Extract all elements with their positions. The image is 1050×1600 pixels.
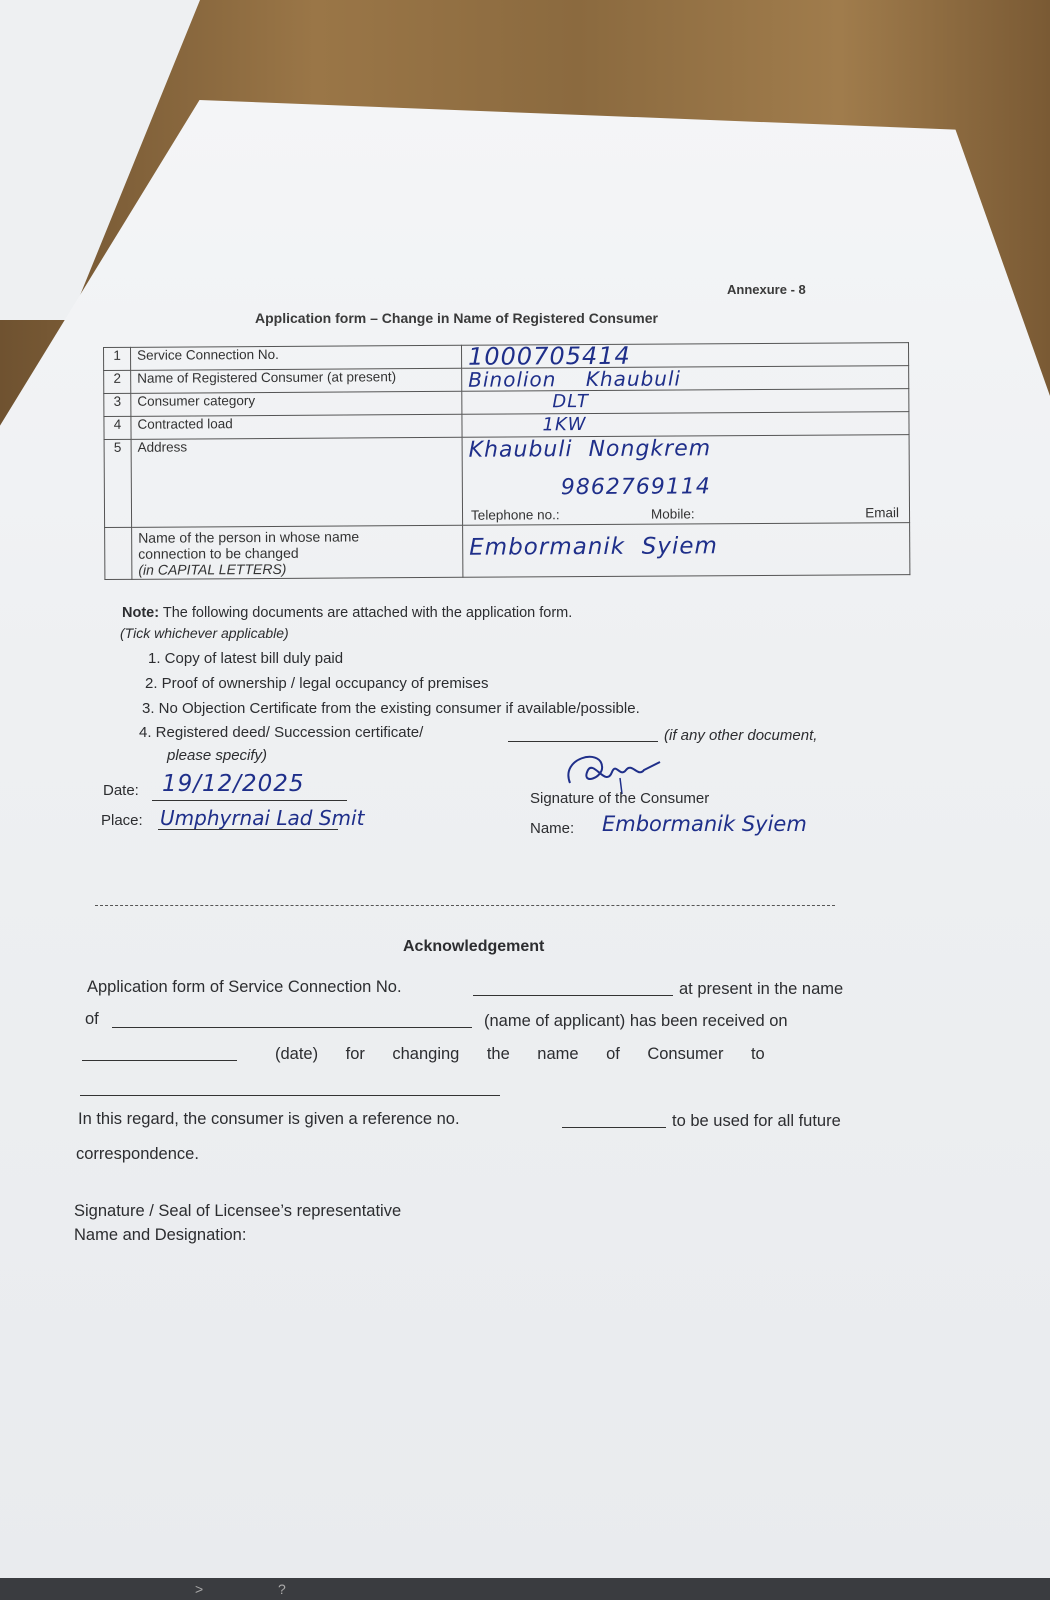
note-line [122, 605, 572, 621]
ack-line: at present in the name [679, 980, 844, 998]
document-item: 2. Proof of ownership / legal occupancy of premises [145, 675, 489, 692]
form-title: Application form – Change in Name of Registered Consumer [255, 310, 658, 326]
row-label: Contracted load [131, 414, 462, 439]
cut-line [95, 905, 835, 906]
tick-instruction: (Tick whichever applicable) [120, 625, 289, 641]
place-value: Umphyrnai Lad Smit [160, 806, 365, 830]
note-text: The following documents are attached with the application form. [162, 605, 573, 621]
reference-no-blank [562, 1127, 666, 1128]
row-number: 4 [104, 416, 131, 439]
contact-labels [471, 505, 899, 523]
date-blank [152, 800, 347, 801]
table-row [105, 523, 910, 580]
contracted-load-value: 1KW [462, 412, 909, 438]
ack-line: (date) for changing the name of Consumer to [275, 1045, 765, 1063]
row-label: Name of Registered Consumer (at present) [131, 368, 462, 393]
row-number: 5 [104, 439, 132, 527]
row-number [105, 527, 132, 579]
bottom-edge-bar [0, 1578, 1050, 1600]
ack-line: correspondence. [76, 1145, 199, 1163]
row-number: 3 [104, 393, 131, 416]
row-number: 1 [104, 347, 131, 370]
received-date-blank [82, 1060, 237, 1061]
service-connection-value: 1000705414 [461, 343, 908, 369]
row-label: Address [131, 437, 463, 527]
consumer-details-table [103, 342, 910, 580]
phone-value: 9862769114 [560, 474, 711, 501]
new-name-label-line: connection to be changed [138, 544, 299, 562]
new-name-label-line: (in CAPITAL LETTERS) [138, 560, 287, 578]
annexure-label: Annexure - 8 [727, 282, 806, 297]
signature-label: Signature of the Consumer [530, 790, 710, 807]
new-name-label-line: Name of the person in whose name [138, 528, 360, 546]
document-item: 1. Copy of latest bill duly paid [148, 650, 344, 667]
address-value: Khaubuli Nongkrem [468, 436, 712, 463]
note-prefix: Note: [122, 605, 160, 621]
consumer-name-value: Embormanik Syiem [602, 812, 807, 836]
document-item: 4. Registered deed/ Succession certificate/ [139, 724, 424, 741]
licensee-signature-label: Signature / Seal of Licensee’s representative [74, 1202, 402, 1220]
table-row [104, 435, 910, 528]
address-cell [462, 435, 910, 526]
row-label: Service Connection No. [131, 345, 462, 370]
new-name-label [132, 525, 463, 579]
date-label: Date: [103, 782, 139, 799]
mobile-label: Mobile: [650, 506, 695, 522]
ack-line: of [85, 1010, 99, 1028]
acknowledgement-title: Acknowledgement [403, 938, 545, 955]
other-document-note: (if any other document, [664, 727, 818, 744]
ack-line: Application form of Service Connection No. [87, 978, 402, 996]
telephone-label: Telephone no.: [470, 507, 560, 523]
row-number: 2 [104, 370, 131, 393]
email-label: Email [865, 505, 900, 521]
place-label: Place: [101, 812, 143, 829]
registered-consumer-value: Binolion Khaubuli [462, 366, 909, 392]
name-designation-label: Name and Designation: [74, 1226, 247, 1244]
bar-glyph: ? [278, 1581, 286, 1597]
ack-line: In this regard, the consumer is given a reference no. [78, 1110, 460, 1128]
new-consumer-blank [80, 1095, 500, 1096]
other-document-blank [508, 741, 658, 742]
consumer-category-value: DLT [462, 389, 909, 415]
applicant-name-blank [112, 1027, 472, 1028]
row-label: Consumer category [131, 391, 462, 416]
new-name-value: Embormanik Syiem [463, 523, 910, 578]
service-no-blank [473, 995, 673, 996]
ack-line: to be used for all future [672, 1112, 841, 1130]
place-blank [158, 829, 338, 830]
document-item: 3. No Objection Certificate from the existing consumer if available/possible. [142, 700, 640, 717]
ack-line: (name of applicant) has been received on [484, 1012, 788, 1030]
name-label: Name: [530, 820, 575, 837]
date-value: 19/12/2025 [162, 771, 305, 797]
bar-glyph: > [195, 1581, 204, 1597]
please-specify-note: please specify) [167, 747, 268, 764]
